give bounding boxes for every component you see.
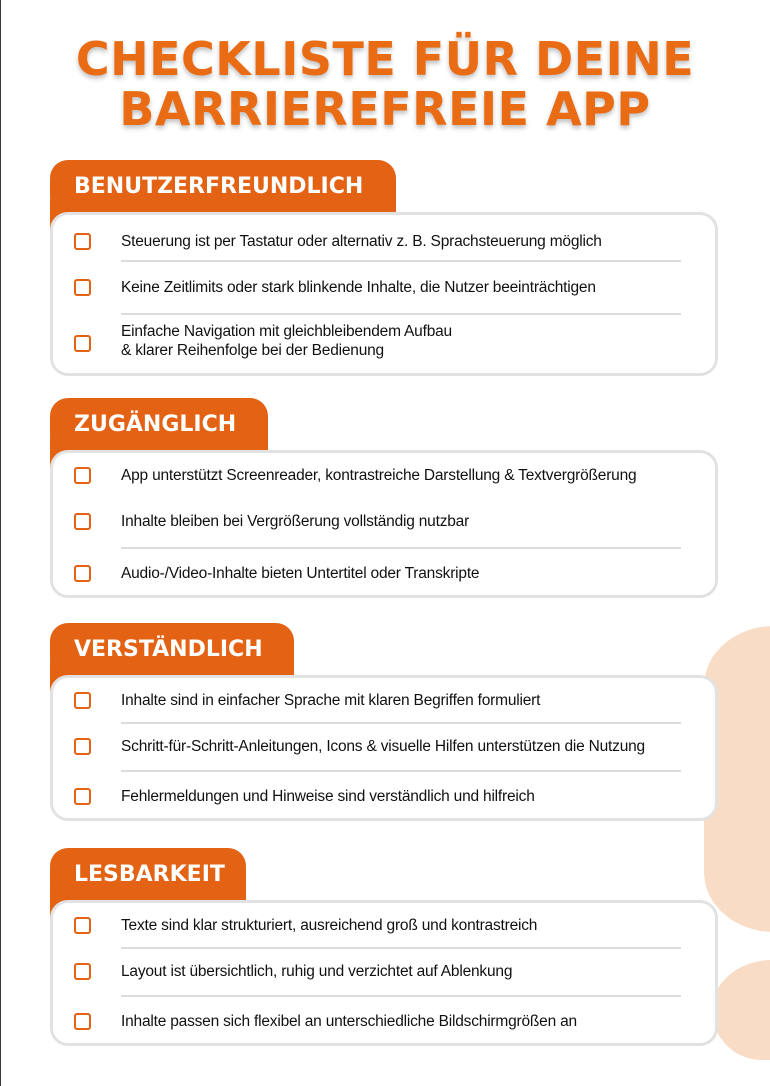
section-heading: LESBARKEIT bbox=[50, 848, 246, 904]
checklist-item[interactable] bbox=[53, 275, 713, 301]
checklist-item[interactable] bbox=[53, 959, 713, 985]
item-label: Inhalte sind in einfacher Sprache mit klaren Begriffen formuliert bbox=[121, 692, 541, 709]
checklist-item[interactable] bbox=[53, 1009, 713, 1035]
checklist-item[interactable] bbox=[53, 229, 713, 255]
page-title bbox=[0, 34, 770, 134]
checkbox-icon[interactable] bbox=[74, 233, 91, 250]
checklist-item[interactable] bbox=[53, 321, 713, 365]
divider bbox=[121, 722, 681, 724]
item-label: Audio-/Video-Inhalte bieten Untertitel oder Transkripte bbox=[121, 565, 480, 582]
checkbox-icon[interactable] bbox=[74, 963, 91, 980]
checkbox-icon[interactable] bbox=[74, 692, 91, 709]
checklist-item[interactable] bbox=[53, 734, 713, 760]
item-label-line-2: & klarer Reihenfolge bei der Bedienung bbox=[121, 342, 384, 359]
decorative-blob-lower bbox=[712, 960, 770, 1060]
section-heading: ZUGÄNGLICH bbox=[50, 398, 268, 454]
section-zugaenglich bbox=[50, 398, 720, 600]
section-benutzerfreundlich bbox=[50, 160, 720, 376]
checklist-item[interactable] bbox=[53, 688, 713, 714]
divider bbox=[121, 995, 681, 997]
item-label: Keine Zeitlimits oder stark blinkende Inhalte, die Nutzer beeinträchtigen bbox=[121, 279, 596, 296]
divider bbox=[121, 260, 681, 262]
title-line-2: BARRIEREFREIE APP bbox=[119, 82, 651, 136]
checklist-item[interactable] bbox=[53, 561, 713, 587]
checklist-item[interactable] bbox=[53, 509, 713, 535]
divider bbox=[121, 947, 681, 949]
item-label: Steuerung ist per Tastatur oder alternativ z. B. Sprachsteuerung möglich bbox=[121, 233, 602, 250]
checklist-item[interactable] bbox=[53, 463, 713, 489]
checklist-item[interactable] bbox=[53, 913, 713, 939]
checklist-item[interactable] bbox=[53, 784, 713, 810]
item-label: Schritt-für-Schritt-Anleitungen, Icons & visuelle Hilfen unterstützen die Nutzung bbox=[121, 738, 645, 755]
item-label: Fehlermeldungen und Hinweise sind verständlich und hilfreich bbox=[121, 788, 535, 805]
checkbox-icon[interactable] bbox=[74, 335, 91, 352]
checklist-card bbox=[50, 675, 718, 821]
page-edge-line bbox=[0, 0, 1, 1086]
checkbox-icon[interactable] bbox=[74, 279, 91, 296]
item-label: Inhalte bleiben bei Vergrößerung vollständig nutzbar bbox=[121, 513, 470, 530]
item-label: App unterstützt Screenreader, kontrastreiche Darstellung & Textvergrößerung bbox=[121, 467, 637, 484]
checkbox-icon[interactable] bbox=[74, 788, 91, 805]
item-label: Layout ist übersichtlich, ruhig und verzichtet auf Ablenkung bbox=[121, 963, 513, 980]
checkbox-icon[interactable] bbox=[74, 513, 91, 530]
divider bbox=[121, 770, 681, 772]
item-label: Inhalte passen sich flexibel an unterschiedliche Bildschirmgrößen an bbox=[121, 1013, 577, 1030]
section-lesbarkeit bbox=[50, 848, 720, 1050]
title-line-1: CHECKLISTE FÜR DEINE bbox=[75, 32, 695, 86]
divider bbox=[121, 547, 681, 549]
item-label: Einfache Navigation mit gleichbleibendem Aufbau bbox=[121, 323, 452, 340]
section-heading: BENUTZERFREUNDLICH bbox=[50, 160, 396, 216]
checkbox-icon[interactable] bbox=[74, 738, 91, 755]
checkbox-icon[interactable] bbox=[74, 467, 91, 484]
checkbox-icon[interactable] bbox=[74, 917, 91, 934]
checklist-card bbox=[50, 900, 718, 1046]
checklist-card bbox=[50, 450, 718, 598]
checkbox-icon[interactable] bbox=[74, 1013, 91, 1030]
divider bbox=[121, 313, 681, 315]
item-label: Texte sind klar strukturiert, ausreichend groß und kontrastreich bbox=[121, 917, 538, 934]
checklist-card bbox=[50, 212, 718, 376]
section-verstaendlich bbox=[50, 623, 720, 825]
checkbox-icon[interactable] bbox=[74, 565, 91, 582]
section-heading: VERSTÄNDLICH bbox=[50, 623, 294, 679]
